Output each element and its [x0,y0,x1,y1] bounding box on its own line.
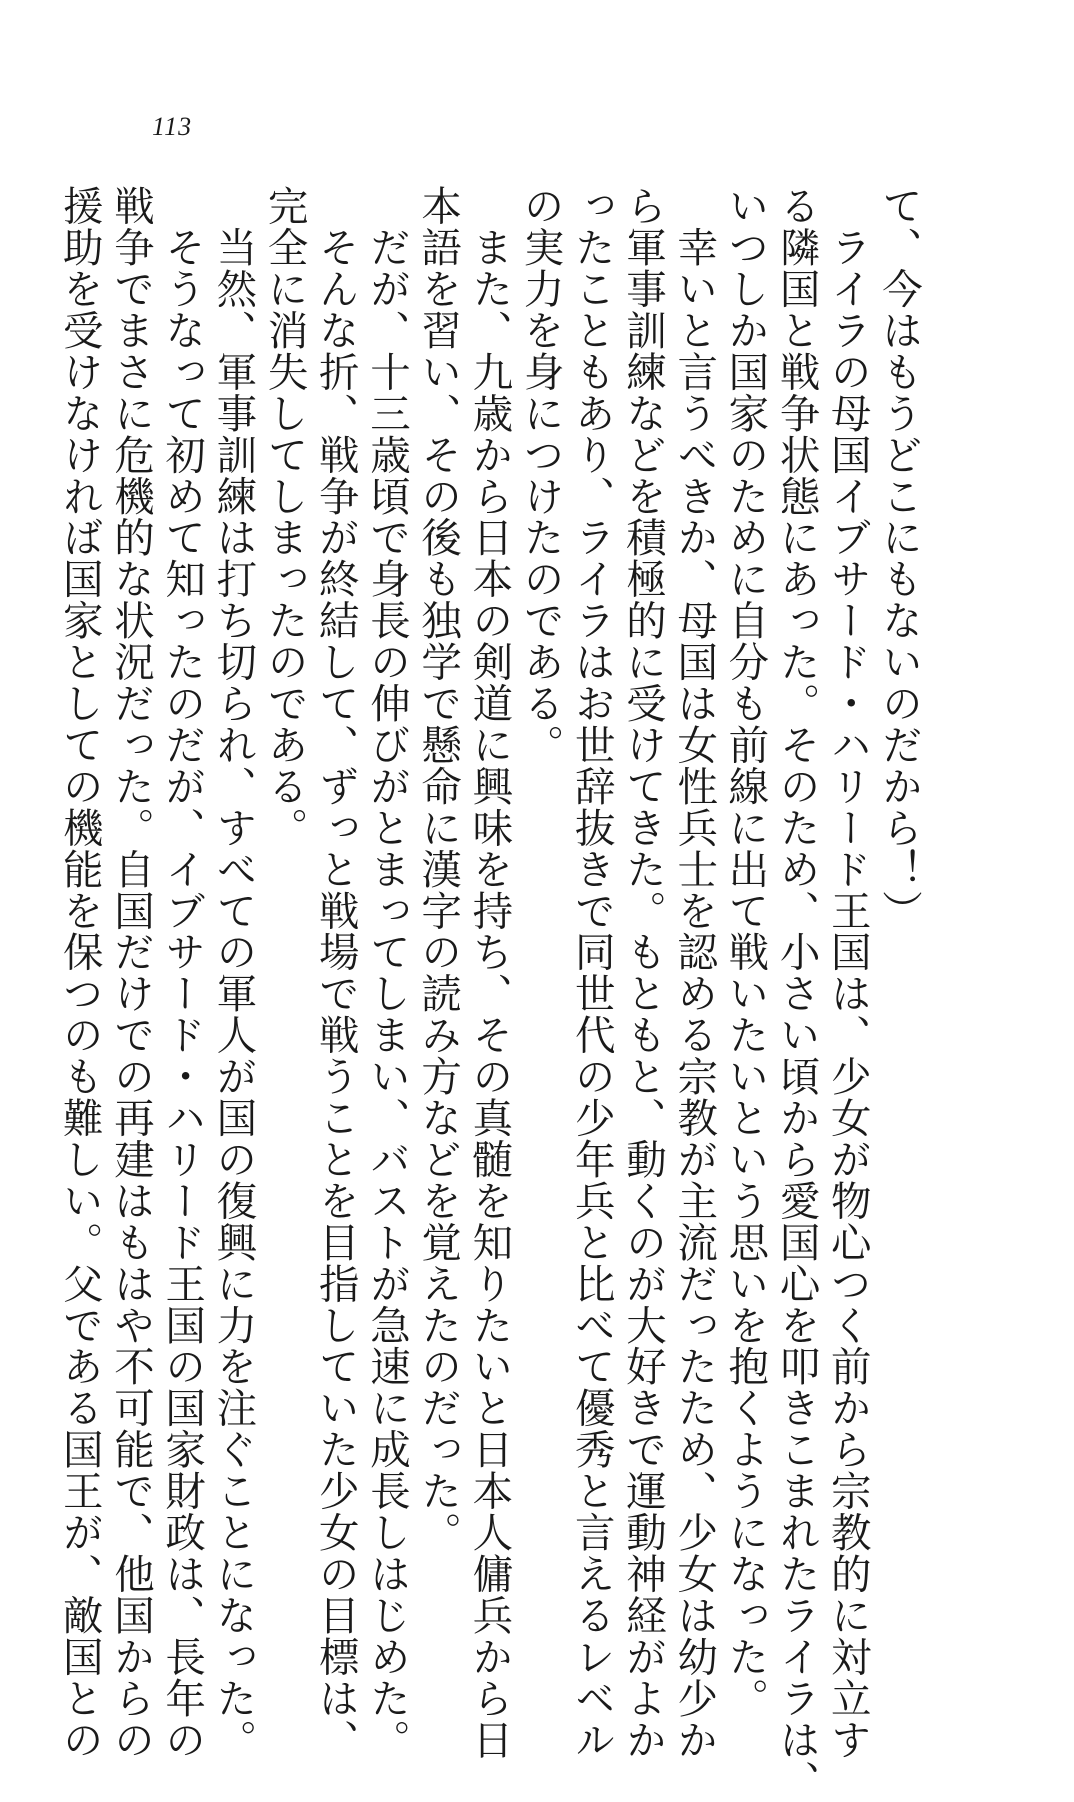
text-line: 戦争でまさに危機的な状況だった。自国だけでの再建はもはや不可能で、他国からの [106,185,155,1761]
text-line: また、九歳から日本の剣道に興味を持ち、その真髄を知りたいと日本人傭兵から日 [465,185,514,1761]
text-line: 当然、軍事訓練は打ち切られ、すべての軍人が国の復興に力を注ぐことになった。 [209,185,258,1761]
text-line: 本語を習い、その後も独学で懸命に漢字の読み方などを覚えたのだった。 [414,185,463,1553]
text-line: ったこともあり、ライラはお世辞抜きで同世代の少年兵と比べて優秀と言えるレベル [567,185,616,1761]
text-line: て、今はもうどこにもないのだから！） [875,185,923,932]
text-line: 援助を受けなければ国家としての機能を保つのも難しい。父である国王が、敵国との [55,185,104,1761]
text-line: だが、十三歳頃で身長の伸びがとまってしまい、バストが急速に成長しはじめた。 [362,185,411,1761]
text-line: ら軍事訓練などを積極的に受けてきた。もともと、動くのが大好きで運動神経がよか [618,185,667,1761]
body-text [55,185,924,1802]
text-line: の実力を身につけたのである。 [516,185,565,766]
text-line: る隣国と戦争状態にあった。そのため、小さい頃から愛国心を叩きこまれたライラは、 [772,185,821,1802]
page-number: 113 [152,112,193,141]
text-line: ライラの母国イブサード・ハリード王国は、少女が物心つく前から宗教的に対立す [823,185,872,1761]
text-line: 幸いと言うべきか、母国は女性兵士を認める宗教が主流だったため、少女は幼少か [670,185,719,1761]
text-line: そんな折、戦争が終結して、ずっと戦場で戦うことを目指していた少女の目標は、 [311,185,360,1761]
text-line: 完全に消失してしまったのである。 [260,185,309,849]
text-line: いつしか国家のために自分も前線に出て戦いたいという思いを抱くようになった。 [721,185,770,1719]
text-line: そうなって初めて知ったのだが、イブサード・ハリード王国の国家財政は、長年の [158,185,207,1761]
